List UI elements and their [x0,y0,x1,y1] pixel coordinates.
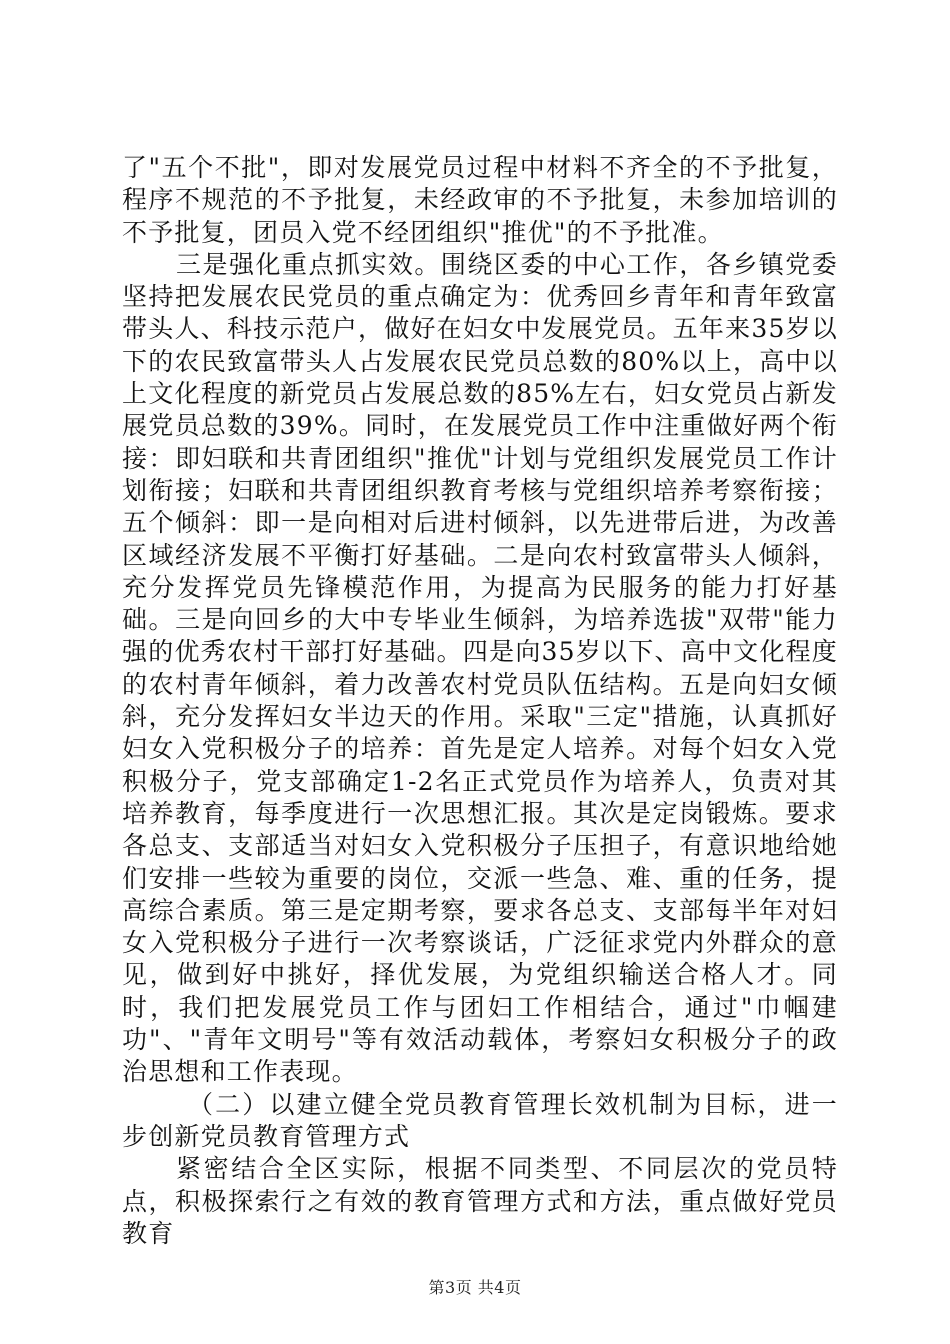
paragraph-education-management: 紧密结合全区实际，根据不同类型、不同层次的党员特点，积极探索行之有效的教育管理方式和方法，重点做好党员教育 [122,1154,838,1248]
paragraph-key-points: 三是强化重点抓实效。围绕区委的中心工作，各乡镇党委坚持把发展农民党员的重点确定为：优秀回乡青年和青年致富带头人、科技示范户，做好在妇女中发展党员。五年来35岁以下的农民致富带头人占发展农民党员总数的80%以上，高中以上文化程度的新党员占发展总数的85%左右，妇女党员占新发展党员总数的39%。同时，在发展党员工作中注重做好两个衔接：即妇联和共青团组织"推优"计划与党组织发展党员工作计划衔接；妇联和共青团组织教育考核与党组织培养考察衔接；五个倾斜：即一是向相对后进村倾斜，以先进带后进，为改善区域经济发展不平衡打好基础。二是向农村致富带头人倾斜，充分发挥党员先锋模范作用，为提高为民服务的能力打好基础。三是向回乡的大中专毕业生倾斜，为培养选拔"双带"能力强的优秀农村干部打好基础。四是向35岁以下、高中文化程度的农村青年倾斜，着力改善农村党员队伍结构。五是向妇女倾斜，充分发挥妇女半边天的作用。采取"三定"措施，认真抓好妇女入党积极分子的培养：首先是定人培养。对每个妇女入党积极分子，党支部确定1-2名正式党员作为培养人，负责对其培养教育，每季度进行一次思想汇报。其次是定岗锻炼。要求各总支、支部适当对妇女入党积极分子压担子，有意识地给她们安排一些较为重要的岗位，交派一些急、难、重的任务，提高综合素质。第三是定期考察，要求各总支、支部每半年对妇女入党积极分子进行一次考察谈话，广泛征求党内外群众的意见，做到好中挑好，择优发展，为党组织输送合格人才。同时，我们把发展党员工作与团妇工作相结合，通过"巾帼建功"、"青年文明号"等有效活动载体，考察妇女积极分子的政治思想和工作表现。 [122,249,838,1087]
page-footer: 第3页 共4页 [428,1278,522,1297]
section-heading: （二）以建立健全党员教育管理长效机制为目标，进一步创新党员教育管理方式 [122,1089,838,1151]
document-body [122,152,838,1250]
paragraph-continuation: 了"五个不批"，即对发展党员过程中材料不齐全的不予批复，程序不规范的不予批复，未经政审的不予批复，未参加培训的不予批复，团员入党不经团组织"推优"的不予批准。 [122,153,838,247]
